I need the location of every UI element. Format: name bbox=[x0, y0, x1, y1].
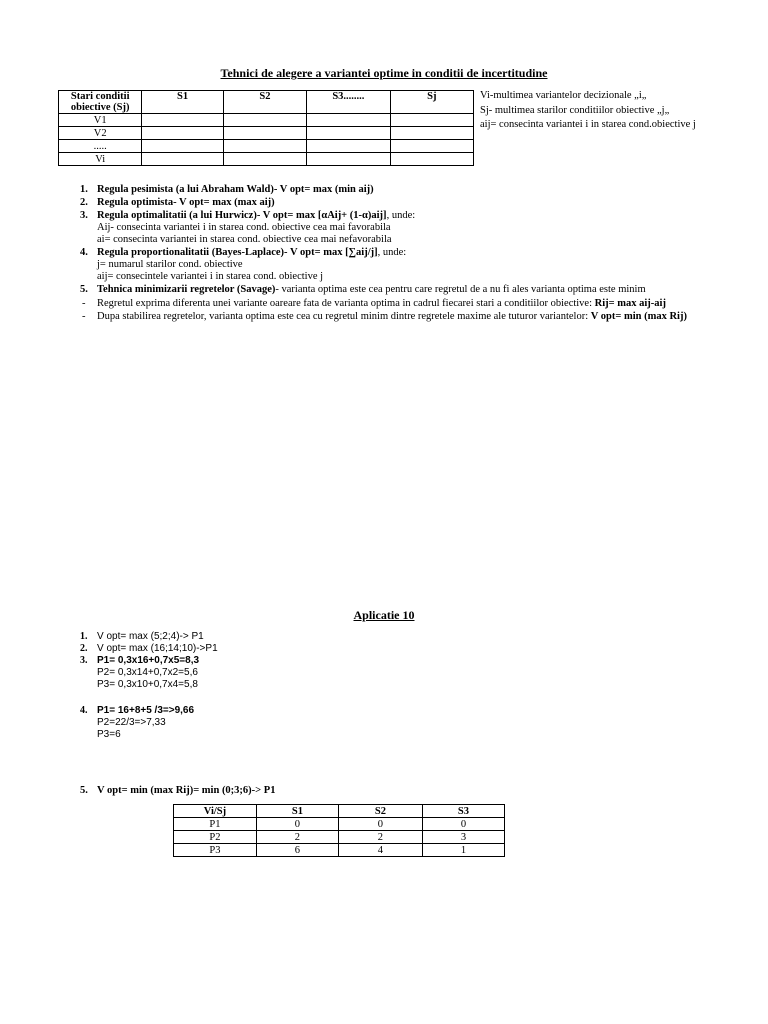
table-row: P1 0 0 0 bbox=[174, 818, 505, 831]
table-row bbox=[59, 114, 474, 127]
list-item: 3. Regula optimalitatii (a lui Hurwicz)- V opt= max [αAij+ (1-α)aij], unde: Aij- consecinta variantei i in starea cond. obiective cea mai favorabila ai= consecinta variantei in starea cond. obiective cea mai nefavorabila bbox=[80, 210, 416, 245]
table-row bbox=[59, 127, 474, 140]
table-header: Vi/Sj bbox=[174, 805, 257, 818]
table-row bbox=[59, 153, 474, 166]
list-item: 2. Regula optimista- V opt= max (max aij) bbox=[80, 197, 275, 208]
list-item: 1. V opt= max (5;2;4)-> P1 bbox=[80, 631, 204, 642]
note-line: Sj- multimea starilor conditiilor obiective „j„ bbox=[480, 105, 670, 116]
table-header: S3........ bbox=[307, 91, 390, 114]
list-item: 4. P1= 16+8+5 /3=>9,66 P2=22/3=>7,33 P3=6 bbox=[80, 705, 195, 740]
list-item: 3. P1= 0,3x16+0,7x5=8,3 P2= 0,3x14+0,7x2=5,6 P3= 0,3x10+0,7x4=5,8 bbox=[80, 655, 200, 690]
table-header: S2 bbox=[338, 805, 422, 818]
list-item: - Dupa stabilirea regretelor, varianta optima este cea cu regretul minim dintre regretele maxime ale tuturor variantelor: V opt= min (max Rij) bbox=[82, 311, 687, 322]
table-row bbox=[59, 140, 474, 153]
rules-list bbox=[80, 184, 710, 322]
application-list bbox=[80, 631, 480, 741]
row-label: ..... bbox=[59, 140, 142, 153]
list-item: 5. Tehnica minimizarii regretelor (Savage)- varianta optima este cea pentru care regretul de a nu fi ales varianta optima este minim bbox=[80, 284, 646, 295]
table-header: Sj bbox=[390, 91, 473, 114]
row-label: V1 bbox=[59, 114, 142, 127]
list-item: - Regretul exprima diferenta unei variante oareare fata de varianta optima in cadrul fiecarei stari a conditiilor obiective: Rij= max aij-aij bbox=[82, 298, 666, 309]
table-header: S3 bbox=[422, 805, 504, 818]
note-line: aij= consecinta variantei i in starea cond.obiective j bbox=[480, 119, 696, 130]
table-row: P2 2 2 3 bbox=[174, 831, 505, 844]
row-label: Vi bbox=[59, 153, 142, 166]
row-label: V2 bbox=[59, 127, 142, 140]
table-header: Stari conditii obiective (Sj) bbox=[59, 91, 142, 114]
list-item: 2. V opt= max (16;14;10)->P1 bbox=[80, 643, 218, 654]
section-title: Aplicatie 10 bbox=[353, 608, 415, 622]
table-row: P3 6 4 1 bbox=[174, 844, 505, 857]
list-item: 1. Regula pesimista (a lui Abraham Wald)- V opt= max (min aij) bbox=[80, 184, 374, 195]
table-header: S1 bbox=[142, 91, 223, 114]
table-header: S1 bbox=[256, 805, 338, 818]
list-item: 4. Regula proportionalitatii (Bayes-Laplace)- V opt= max [∑aij/j], unde: j= numarul starilor cond. obiective aij= consecintele variantei i in starea cond. obiective j bbox=[80, 247, 407, 282]
note-line: Vi-multimea variantelor decizionale „i„ bbox=[480, 90, 647, 101]
decision-table bbox=[58, 90, 474, 166]
page-title: Tehnici de alegere a variantei optime in conditii de incertitudine bbox=[220, 66, 548, 80]
regret-table bbox=[173, 804, 505, 857]
table-header: S2 bbox=[223, 91, 306, 114]
legend-notes bbox=[480, 88, 710, 131]
list-item: 5. V opt= min (max Rij)= min (0;3;6)-> P1 bbox=[80, 785, 276, 796]
